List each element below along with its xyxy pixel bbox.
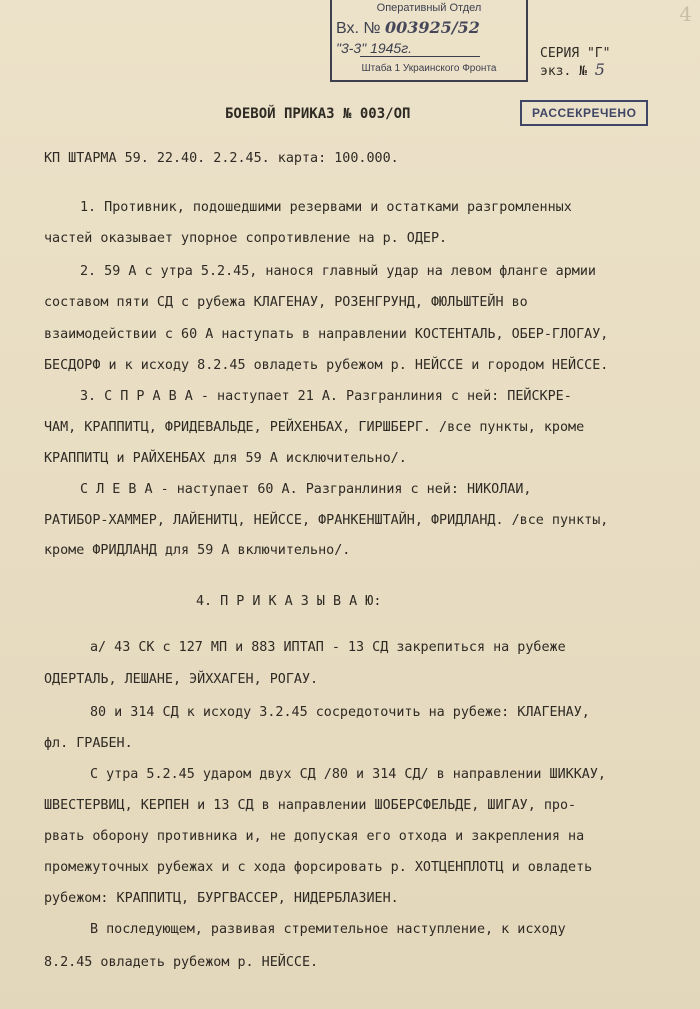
- text-line: 80 и 314 СД к исходу 3.2.45 сосредоточить на рубеже: КЛАГЕНАУ,: [90, 705, 590, 720]
- text-line: рвать оборону противника и, не допуская его отхода и закрепления на: [44, 829, 585, 844]
- stamp-footer: Штаба 1 Украинского Фронта: [361, 63, 497, 74]
- text-line: ОДЕРТАЛЬ, ЛЕШАНЕ, ЭЙХХАГЕН, РОГАУ.: [44, 672, 319, 687]
- series-label: СЕРИЯ "Г": [540, 46, 611, 61]
- stamp-date: "3-3" 1945г.: [336, 40, 413, 56]
- section-heading: 4. П Р И К А З Ы В А Ю:: [196, 594, 382, 609]
- stamp-divider: [360, 56, 480, 57]
- copy-number: [540, 62, 610, 80]
- text-line: а/ 43 СК с 127 МП и 883 ИПТАП - 13 СД закрепиться на рубеже: [90, 640, 566, 655]
- text-line: взаимодействии с 60 А наступать в направлении КОСТЕНТАЛЬ, ОБЕР-ГЛОГАУ,: [44, 327, 609, 342]
- text-line: составом пяти СД с рубежа КЛАГЕНАУ, РОЗЕНГРУНД, ФЮЛЬШТЕЙН во: [44, 295, 528, 310]
- header-line: КП ШТАРМА 59. 22.40. 2.2.45. карта: 100.000.: [44, 151, 399, 166]
- text-line: ШВЕСТЕРВИЦ, КЕРПЕН и 13 СД в направлении ШОБЕРСФЕЛЬДЕ, ШИГАУ, про-: [44, 798, 577, 813]
- stamp-number: [336, 18, 480, 38]
- text-line: 2. 59 А с утра 5.2.45, нанося главный удар на левом фланге армии: [80, 264, 596, 279]
- text-line: фл. ГРАБЕН.: [44, 736, 133, 751]
- text-line: 8.2.45 овладеть рубежом р. НЕЙССЕ.: [44, 955, 319, 970]
- copy-value: 5: [594, 60, 605, 79]
- document-title: БОЕВОЙ ПРИКАЗ № 003/ОП: [225, 106, 411, 122]
- text-line: 3. С П Р А В А - наступает 21 А. Разгранлиния с ней: ПЕЙСКРЕ-: [80, 389, 572, 404]
- text-line: 1. Противник, подошедшими резервами и остатками разгромленных: [80, 200, 572, 215]
- text-line: ЧАМ, КРАППИТЦ, ФРИДЕВАЛЬДЕ, РЕЙХЕНБАХ, ГИРШБЕРГ. /все пункты, кроме: [44, 420, 585, 435]
- stamp-number-value: 003925/52: [385, 18, 480, 37]
- text-line: рубежом: КРАППИТЦ, БУРГВАССЕР, НИДЕРБЛАЗИЕН.: [44, 891, 399, 906]
- text-line: частей оказывает упорное сопротивление на р. ОДЕР.: [44, 231, 448, 246]
- text-line: БЕСДОРФ и к исходу 8.2.45 овладеть рубежом р. НЕЙССЕ и городом НЕЙССЕ.: [44, 358, 609, 373]
- stamp-title: Оперативный Отдел: [376, 2, 482, 14]
- text-line: РАТИБОР-ХАММЕР, ЛАЙЕНИТЦ, НЕЙССЕ, ФРАНКЕНШТАЙН, ФРИДЛАНД. /все пункты,: [44, 513, 609, 528]
- text-line: В последующем, развивая стремительное наступление, к исходу: [90, 922, 566, 937]
- series-marking: [540, 46, 610, 80]
- copy-label: экз. №: [540, 64, 587, 79]
- declassified-stamp: РАССЕКРЕЧЕНО: [520, 100, 648, 126]
- text-line: КРАППИТЦ и РАЙХЕНБАХ для 59 А исключительно/.: [44, 451, 407, 466]
- text-line: кроме ФРИДЛАНД для 59 А включительно/.: [44, 543, 351, 558]
- text-line: С Л Е В А - наступает 60 А. Разгранлиния с ней: НИКОЛАИ,: [80, 482, 532, 497]
- page-number: 4: [679, 2, 692, 26]
- text-line: С утра 5.2.45 ударом двух СД /80 и 314 СД/ в направлении ШИККАУ,: [90, 767, 606, 782]
- registration-stamp: [330, 0, 528, 82]
- text-line: промежуточных рубежах и с хода форсировать р. ХОТЦЕНПЛОТЦ и овладеть: [44, 860, 593, 875]
- stamp-number-label: Вх. №: [336, 20, 381, 37]
